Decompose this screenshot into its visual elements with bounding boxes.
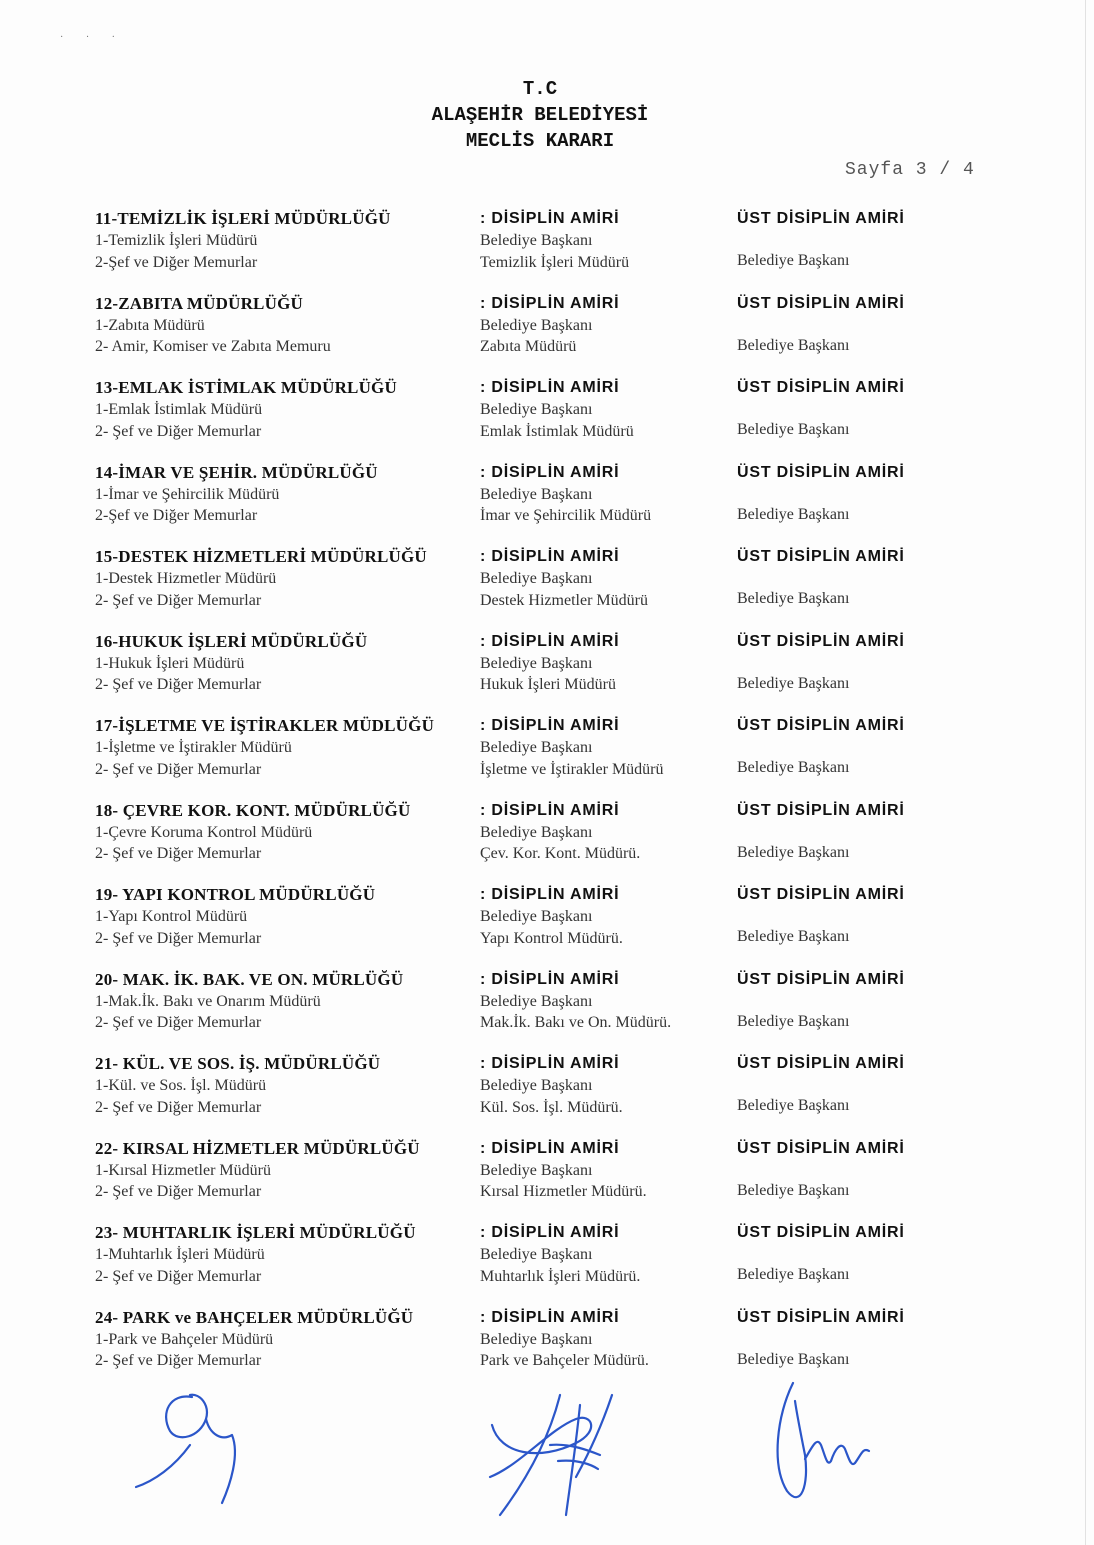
department-item: 2-Şef ve Diğer Memurlar (95, 253, 258, 271)
department-column (95, 800, 465, 865)
department-item: 1-İşletme ve İştirakler Müdürü (95, 739, 292, 756)
department-item: 1-Muhtarlık İşleri Müdürü (95, 1246, 265, 1263)
discipline-authority-column (480, 969, 720, 1034)
department-item: 1-Emlak İstimlak Müdürü (95, 401, 263, 418)
department-item: 2- Şef ve Diğer Memurlar (95, 1267, 262, 1285)
upper-discipline-authority-item: Belediye Başkanı (737, 1266, 850, 1283)
discipline-authority-column (480, 546, 720, 611)
department-title: 17-İŞLETME VE İŞTİRAKLER MÜDLÜĞÜ (95, 716, 435, 735)
upper-discipline-authority-title: ÜST DİSİPLİN AMİRİ (737, 801, 905, 819)
signature-right (765, 1375, 885, 1505)
department-column (95, 293, 465, 358)
discipline-authority-title: : DİSİPLİN AMİRİ (480, 1139, 620, 1157)
department-row (0, 800, 1094, 880)
discipline-authority-item: Belediye Başkanı (480, 485, 593, 503)
department-item: 2- Şef ve Diğer Memurlar (95, 1183, 262, 1200)
department-item: 2- Şef ve Diğer Memurlar (95, 591, 262, 609)
department-item: 2- Şef ve Diğer Memurlar (95, 1352, 262, 1369)
discipline-authority-item: Belediye Başkanı (480, 992, 593, 1010)
department-column (95, 208, 465, 273)
discipline-authority-item: Belediye Başkanı (480, 1161, 593, 1179)
department-title: 14-İMAR VE ŞEHİR. MÜDÜRLÜĞÜ (95, 462, 378, 482)
department-column (95, 884, 465, 949)
upper-discipline-authority-item: Belediye Başkanı (737, 674, 850, 692)
department-row (0, 1053, 1094, 1133)
upper-discipline-authority-title: ÜST DİSİPLİN AMİRİ (737, 1224, 905, 1241)
discipline-authority-column (480, 884, 720, 949)
page-number: Sayfa 3 / 4 (845, 160, 975, 180)
discipline-authority-item: Belediye Başkanı (480, 823, 593, 841)
document-header (0, 76, 1080, 154)
department-item: 1-Zabıta Müdürü (95, 316, 205, 334)
upper-discipline-authority-column (737, 800, 977, 864)
discipline-authority-item: Temizlik İşleri Müdürü (480, 253, 630, 271)
department-row (0, 1222, 1094, 1302)
discipline-authority-item: İmar ve Şehircilik Müdürü (480, 507, 652, 524)
upper-discipline-authority-item: Belediye Başkanı (737, 759, 850, 776)
discipline-authority-title: : DİSİPLİN AMİRİ (480, 548, 620, 565)
upper-discipline-authority-column (737, 293, 977, 357)
discipline-authority-title: : DİSİPLİN AMİRİ (480, 1055, 620, 1072)
discipline-authority-item: Park ve Bahçeler Müdürü. (480, 1352, 649, 1369)
discipline-authority-item: Hukuk İşleri Müdürü (480, 676, 616, 693)
department-title: 20- MAK. İK. BAK. VE ON. MÜRLÜĞÜ (95, 969, 404, 989)
upper-discipline-authority-column (737, 715, 977, 779)
scan-specks: · · · (60, 32, 125, 43)
upper-discipline-authority-title: ÜST DİSİPLİN AMİRİ (737, 210, 905, 227)
upper-discipline-authority-item: Belediye Başkanı (737, 590, 850, 607)
department-item: 1-Hukuk İşleri Müdürü (95, 654, 245, 672)
discipline-authority-column (480, 208, 720, 273)
discipline-authority-title: : DİSİPLİN AMİRİ (480, 463, 620, 481)
department-title: 19- YAPI KONTROL MÜDÜRLÜĞÜ (95, 885, 376, 904)
discipline-authority-item: Kül. Sos. İşl. Müdürü. (480, 1098, 623, 1116)
discipline-authority-title: : DİSİPLİN AMİRİ (480, 886, 620, 903)
department-column (95, 462, 465, 527)
discipline-authority-item: Belediye Başkanı (480, 570, 593, 587)
discipline-authority-item: Belediye Başkanı (480, 908, 593, 925)
department-row (0, 462, 1094, 542)
upper-discipline-authority-column (737, 1307, 977, 1371)
department-title: 13-EMLAK İSTİMLAK MÜDÜRLÜĞÜ (95, 378, 397, 397)
discipline-authority-item: Belediye Başkanı (480, 739, 593, 756)
upper-discipline-authority-title: ÜST DİSİPLİN AMİRİ (737, 548, 905, 565)
upper-discipline-authority-item: Belediye Başkanı (737, 843, 850, 861)
header-line-municipality: ALAŞEHİR BELEDİYESİ (431, 104, 649, 126)
department-item: 1-İmar ve Şehircilik Müdürü (95, 485, 280, 503)
department-title: 22- KIRSAL HİZMETLER MÜDÜRLÜĞÜ (95, 1138, 420, 1158)
discipline-authority-item: Muhtarlık İşleri Müdürü. (480, 1267, 641, 1285)
upper-discipline-authority-title: ÜST DİSİPLİN AMİRİ (737, 886, 905, 903)
discipline-authority-column (480, 377, 720, 442)
upper-discipline-authority-title: ÜST DİSİPLİN AMİRİ (737, 632, 905, 650)
upper-discipline-authority-column (737, 546, 977, 610)
upper-discipline-authority-column (737, 631, 977, 695)
discipline-authority-title: : DİSİPLİN AMİRİ (480, 801, 620, 819)
discipline-authority-item: Belediye Başkanı (480, 232, 593, 249)
department-item: 1-Mak.İk. Bakı ve Onarım Müdürü (95, 992, 321, 1010)
department-item: 2- Amir, Komiser ve Zabıta Memuru (95, 338, 331, 355)
upper-discipline-authority-title: ÜST DİSİPLİN AMİRİ (737, 1139, 905, 1157)
department-row (0, 293, 1094, 373)
upper-discipline-authority-item: Belediye Başkanı (737, 928, 850, 945)
department-item: 2- Şef ve Diğer Memurlar (95, 929, 262, 947)
discipline-authority-title: : DİSİPLİN AMİRİ (480, 632, 620, 650)
discipline-authority-title: : DİSİPLİN AMİRİ (480, 1224, 620, 1241)
department-item: 2- Şef ve Diğer Memurlar (95, 1014, 262, 1031)
upper-discipline-authority-title: ÜST DİSİPLİN AMİRİ (737, 1308, 905, 1326)
upper-discipline-authority-item: Belediye Başkanı (737, 505, 850, 523)
department-column (95, 969, 465, 1034)
discipline-authority-title: : DİSİPLİN AMİRİ (480, 294, 620, 312)
department-row (0, 969, 1094, 1049)
discipline-authority-column (480, 1307, 720, 1372)
upper-discipline-authority-title: ÜST DİSİPLİN AMİRİ (737, 379, 905, 396)
upper-discipline-authority-item: Belediye Başkanı (737, 1097, 850, 1114)
discipline-authority-column (480, 1222, 720, 1287)
upper-discipline-authority-column (737, 884, 977, 948)
department-column (95, 715, 465, 780)
discipline-authority-item: Çev. Kor. Kont. Müdürü. (480, 845, 641, 862)
discipline-authority-column (480, 1138, 720, 1203)
department-row (0, 546, 1094, 626)
discipline-authority-title: : DİSİPLİN AMİRİ (480, 379, 620, 396)
department-column (95, 1053, 465, 1118)
department-item: 2-Şef ve Diğer Memurlar (95, 507, 258, 524)
discipline-authority-title: : DİSİPLİN AMİRİ (480, 1308, 620, 1326)
upper-discipline-authority-item: Belediye Başkanı (737, 1181, 850, 1199)
discipline-authority-item: Belediye Başkanı (480, 401, 593, 418)
upper-discipline-authority-title: ÜST DİSİPLİN AMİRİ (737, 294, 905, 312)
department-column (95, 377, 465, 442)
department-item: 1-Yapı Kontrol Müdürü (95, 908, 248, 925)
department-row (0, 715, 1094, 795)
discipline-authority-item: Emlak İstimlak Müdürü (480, 422, 634, 440)
discipline-authority-column (480, 1053, 720, 1118)
upper-discipline-authority-title: ÜST DİSİPLİN AMİRİ (737, 970, 905, 988)
discipline-authority-item: Belediye Başkanı (480, 654, 593, 672)
signature-middle (480, 1385, 640, 1525)
department-item: 1-Kırsal Hizmetler Müdürü (95, 1161, 271, 1179)
department-row (0, 208, 1094, 288)
department-item: 2- Şef ve Diğer Memurlar (95, 845, 262, 862)
department-item: 1-Çevre Koruma Kontrol Müdürü (95, 823, 313, 841)
discipline-authority-title: : DİSİPLİN AMİRİ (480, 210, 620, 227)
department-title: 15-DESTEK HİZMETLERİ MÜDÜRLÜĞÜ (95, 547, 427, 566)
discipline-authority-item: Belediye Başkanı (480, 316, 593, 334)
department-item: 2- Şef ve Diğer Memurlar (95, 422, 262, 440)
department-item: 2- Şef ve Diğer Memurlar (95, 760, 262, 778)
department-row (0, 377, 1094, 457)
department-item: 1-Kül. ve Sos. İşl. Müdürü (95, 1077, 267, 1094)
discipline-authority-item: Belediye Başkanı (480, 1077, 593, 1094)
upper-discipline-authority-item: Belediye Başkanı (737, 1350, 850, 1368)
department-item: 1-Temizlik İşleri Müdürü (95, 232, 258, 249)
upper-discipline-authority-item: Belediye Başkanı (737, 1012, 850, 1030)
upper-discipline-authority-item: Belediye Başkanı (737, 336, 850, 354)
discipline-authority-item: Destek Hizmetler Müdürü (480, 591, 648, 609)
discipline-authority-column (480, 462, 720, 527)
upper-discipline-authority-column (737, 1053, 977, 1117)
upper-discipline-authority-title: ÜST DİSİPLİN AMİRİ (737, 717, 905, 734)
upper-discipline-authority-title: ÜST DİSİPLİN AMİRİ (737, 463, 905, 481)
department-item: 1-Park ve Bahçeler Müdürü (95, 1330, 274, 1348)
signature-left (130, 1375, 260, 1510)
department-column (95, 546, 465, 611)
discipline-authority-item: Belediye Başkanı (480, 1330, 593, 1348)
department-title: 24- PARK ve BAHÇELER MÜDÜRLÜĞÜ (95, 1307, 414, 1327)
department-title: 16-HUKUK İŞLERİ MÜDÜRLÜĞÜ (95, 631, 368, 651)
upper-discipline-authority-column (737, 1222, 977, 1286)
discipline-authority-column (480, 715, 720, 780)
department-row (0, 884, 1094, 964)
department-column (95, 631, 465, 696)
department-title: 12-ZABITA MÜDÜRLÜĞÜ (95, 293, 303, 313)
upper-discipline-authority-column (737, 1138, 977, 1202)
department-title: 21- KÜL. VE SOS. İŞ. MÜDÜRLÜĞÜ (95, 1054, 381, 1073)
discipline-authority-item: Zabıta Müdürü (480, 338, 577, 355)
discipline-authority-column (480, 800, 720, 865)
department-title: 18- ÇEVRE KOR. KONT. MÜDÜRLÜĞÜ (95, 800, 411, 820)
upper-discipline-authority-column (737, 462, 977, 526)
discipline-authority-column (480, 631, 720, 696)
upper-discipline-authority-item: Belediye Başkanı (737, 421, 850, 438)
header-line-tc: T.C (522, 78, 558, 100)
discipline-authority-item: İşletme ve İştirakler Müdürü (480, 760, 664, 778)
department-column (95, 1307, 465, 1372)
department-title: 23- MUHTARLIK İŞLERİ MÜDÜRLÜĞÜ (95, 1223, 416, 1242)
upper-discipline-authority-column (737, 969, 977, 1033)
upper-discipline-authority-column (737, 377, 977, 441)
header-line-council-decision: MECLİS KARARI (465, 130, 615, 152)
discipline-authority-column (480, 293, 720, 358)
discipline-authority-item: Yapı Kontrol Müdürü. (480, 929, 623, 947)
department-item: 2- Şef ve Diğer Memurlar (95, 676, 262, 693)
department-row (0, 1138, 1094, 1218)
department-column (95, 1222, 465, 1287)
department-item: 1-Destek Hizmetler Müdürü (95, 570, 277, 587)
department-column (95, 1138, 465, 1203)
upper-discipline-authority-column (737, 208, 977, 272)
department-title: 11-TEMİZLİK İŞLERİ MÜDÜRLÜĞÜ (95, 209, 391, 228)
discipline-authority-title: : DİSİPLİN AMİRİ (480, 970, 620, 988)
discipline-authority-item: Mak.İk. Bakı ve On. Müdürü. (480, 1014, 672, 1031)
upper-discipline-authority-title: ÜST DİSİPLİN AMİRİ (737, 1055, 905, 1072)
discipline-authority-item: Belediye Başkanı (480, 1246, 593, 1263)
upper-discipline-authority-item: Belediye Başkanı (737, 252, 850, 269)
department-item: 2- Şef ve Diğer Memurlar (95, 1098, 262, 1116)
department-row (0, 631, 1094, 711)
discipline-authority-title: : DİSİPLİN AMİRİ (480, 717, 620, 734)
discipline-authority-item: Kırsal Hizmetler Müdürü. (480, 1183, 647, 1200)
